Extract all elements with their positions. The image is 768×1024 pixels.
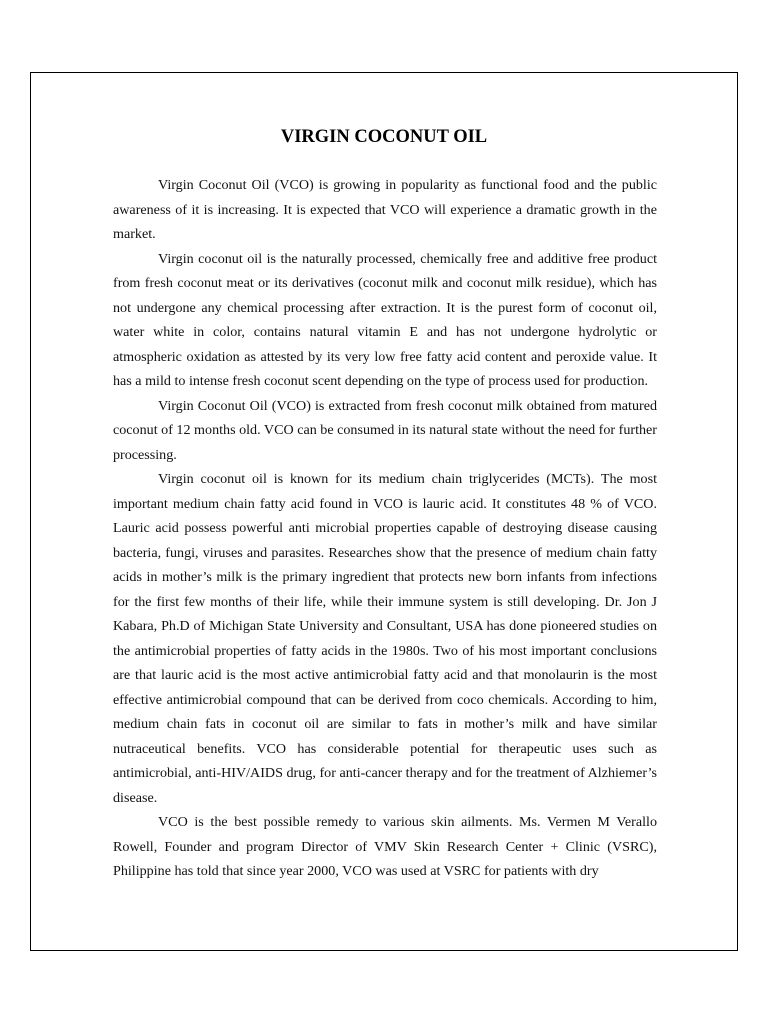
paragraph-mct: Virgin coconut oil is known for its medium chain triglycerides (MCTs). The most important medium chain fatty acid found in VCO is lauric acid. It constitutes 48 % of VCO. Lauric acid possess powerful anti microbial properties capable of destroying disease causing bacteria, fungi, viruses and parasites. Researches show that the presence of medium chain fatty acids in mother’s milk is the primary ingredient that protects new born infants from infections for the first few months of their life, while their immune system is still developing. Dr. Jon J Kabara, Ph.D of Michigan State University and Consultant, USA has done pioneered studies on the antimicrobial properties of fatty acids in the 1980s. Two of his most important conclusions are that lauric acid is the most active antimicrobial fatty acid and that monolaurin is the most effective antimicrobial compound that can be derived from coco chemicals. According to him, medium chain fats in coconut oil are similar to fats in mother’s milk and have similar nutraceutical benefits. VCO has considerable potential for therapeutic uses such as antimicrobial, anti-HIV/AIDS drug, for anti-cancer therapy and for the treatment of Alzhiemer’s disease. [113, 471, 657, 806]
document-title: VIRGIN COCONUT OIL [280, 127, 488, 147]
document-body [113, 173, 657, 884]
paragraph-definition: Virgin coconut oil is the naturally processed, chemically free and additive free product from fresh coconut meat or its derivatives (coconut milk and coconut milk residue), which has not undergone any chemical processing after extraction. It is the purest form of coconut oil, water white in color, contains natural vitamin E and has not undergone hydrolytic or atmospheric oxidation as attested by its very low free fatty acid content and peroxide value. It has a mild to intense fresh coconut scent depending on the type of process used for production. [113, 250, 657, 389]
paragraph-skin: VCO is the best possible remedy to various skin ailments. Ms. Vermen M Verallo Rowell, Founder and program Director of VMV Skin Research Center + Clinic (VSRC), Philippine has told that since year 2000, VCO was used at VSRC for patients with dry [113, 814, 657, 879]
paragraph-intro: Virgin Coconut Oil (VCO) is growing in popularity as functional food and the public awareness of it is increasing. It is expected that VCO will experience a dramatic growth in the market. [113, 177, 657, 242]
paragraph-extraction: Virgin Coconut Oil (VCO) is extracted from fresh coconut milk obtained from matured coconut of 12 months old. VCO can be consumed in its natural state without the need for further processing. [113, 397, 657, 463]
